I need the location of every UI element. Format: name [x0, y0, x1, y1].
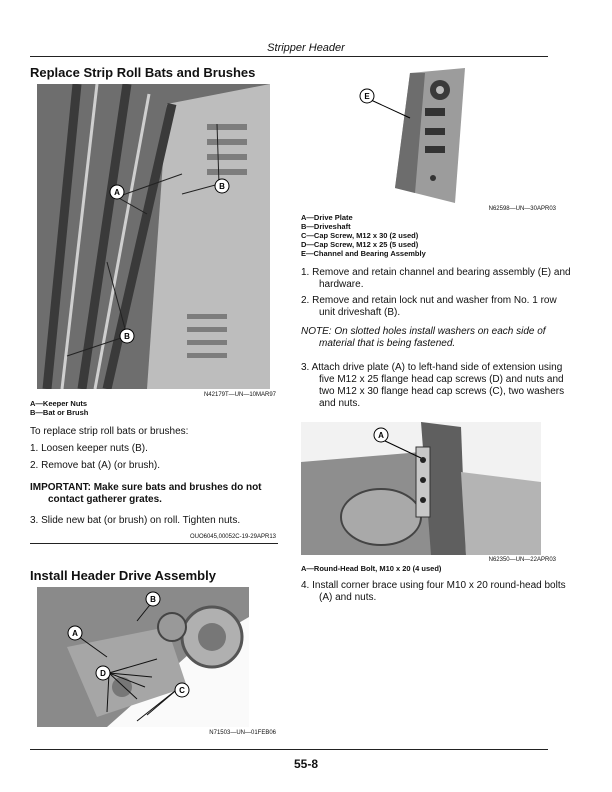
footer-rule: [30, 749, 548, 750]
section-divider: [30, 543, 278, 544]
strip-roll-step-2: 2. Remove bat (A) (or brush).: [30, 460, 161, 471]
callout-d: D: [100, 669, 106, 678]
callout-b-lower: B: [124, 332, 130, 341]
drive-step-1: 1. Remove and retain channel and bearing assembly (E) and hardware.: [301, 267, 571, 290]
callout-e: E: [364, 92, 370, 101]
callout-a: A: [114, 188, 120, 197]
slotted-holes-note: NOTE: On slotted holes install washers on each side of material that is being fastened.: [301, 326, 546, 349]
strip-roll-photo-credit: N42179T—UN—10MAR97: [203, 392, 276, 398]
corner-brace-photo-credit: N62350—UN—22APR03: [488, 557, 556, 563]
strip-roll-intro: To replace strip roll bats or brushes:: [30, 426, 189, 437]
channel-photo-credit: N62598—UN—30APR03: [488, 206, 556, 212]
legend-item: E—Channel and Bearing Assembly: [301, 249, 426, 258]
callout-b-upper: B: [219, 182, 225, 191]
header-drive-photo: [37, 587, 249, 727]
running-header: Stripper Header: [267, 42, 345, 54]
callout-a: A: [72, 629, 78, 638]
strip-roll-legend: [30, 399, 88, 417]
legend-item: D—Cap Screw, M12 x 25 (5 used): [301, 240, 419, 249]
round-head-bolt-legend: A—Round-Head Bolt, M10 x 20 (4 used): [301, 564, 442, 573]
important-notice: IMPORTANT: Make sure bats and brushes do not contact gatherer grates.: [30, 482, 262, 505]
header-drive-photo-credit: N71503—UN—01FEB06: [209, 730, 276, 736]
strip-roll-photo: [37, 84, 270, 389]
strip-roll-step-1: 1. Loosen keeper nuts (B).: [30, 443, 148, 454]
section-title-header-drive: Install Header Drive Assembly: [30, 568, 216, 583]
drive-step-2: 2. Remove and retain lock nut and washer from No. 1 row unit driveshaft (B).: [301, 295, 557, 318]
strip-roll-step-3: 3. Slide new bat (or brush) on roll. Tighten nuts.: [30, 515, 241, 526]
page-number: 55-8: [293, 757, 319, 771]
callout-b: B: [150, 595, 156, 604]
section-title-strip-roll: Replace Strip Roll Bats and Brushes: [30, 65, 256, 80]
header-rule: [30, 56, 548, 57]
drive-step-4: 4. Install corner brace using four M10 x 20 round-head bolts (A) and nuts.: [301, 580, 566, 603]
corner-brace-photo: [301, 422, 541, 555]
legend-item: A—Drive Plate: [301, 213, 353, 222]
drive-step-3: 3. Attach drive plate (A) to left-hand side of extension using five M12 x 25 flange head cap screws (D) and nuts and two M12 x 30 flange head cap screws (C), two washers and nuts.: [301, 362, 565, 409]
legend-item: B—Bat or Brush: [30, 408, 89, 417]
callout-c: C: [179, 686, 185, 695]
legend-item: C—Cap Screw, M12 x 30 (2 used): [301, 231, 419, 240]
drive-assembly-legend: [301, 213, 426, 258]
legend-item: B—Driveshaft: [301, 222, 351, 231]
channel-bearing-photo: [355, 68, 475, 203]
callout-a: A: [378, 431, 384, 440]
document-reference: OUO6045,00052C-19-29APR13: [189, 534, 276, 540]
legend-item: A—Keeper Nuts: [30, 399, 88, 408]
